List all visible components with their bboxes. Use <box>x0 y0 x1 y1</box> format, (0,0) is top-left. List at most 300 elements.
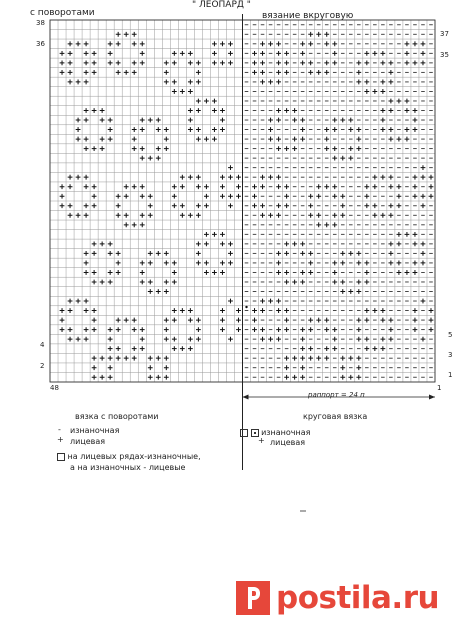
knit-stitch <box>364 346 369 351</box>
row-label-1: 1 <box>448 371 453 379</box>
knit-stitch <box>388 327 393 332</box>
knit-stitch <box>364 308 369 313</box>
knit-stitch <box>276 60 281 65</box>
knit-stitch <box>429 308 434 313</box>
knit-stitch <box>124 194 129 199</box>
knit-stitch <box>332 194 337 199</box>
knit-stitch <box>413 60 418 65</box>
knit-stitch <box>260 60 265 65</box>
knit-stitch <box>68 175 73 180</box>
knit-stitch <box>308 194 313 199</box>
knit-stitch <box>228 337 233 342</box>
knit-stitch <box>60 318 65 323</box>
knit-stitch <box>172 280 177 285</box>
knit-stitch <box>84 51 89 56</box>
knit-stitch <box>92 270 97 275</box>
knit-stitch <box>260 299 265 304</box>
knit-stitch <box>108 251 113 256</box>
knit-stitch <box>364 280 369 285</box>
knit-stitch <box>356 146 361 151</box>
knit-stitch <box>380 127 385 132</box>
knit-stitch <box>108 137 113 142</box>
knit-stitch <box>356 60 361 65</box>
knit-stitch <box>252 194 257 199</box>
knit-stitch <box>124 222 129 227</box>
knit-stitch <box>60 51 65 56</box>
knit-stitch <box>140 261 145 266</box>
knit-stitch <box>268 299 273 304</box>
knit-stitch <box>108 51 113 56</box>
knit-stitch <box>260 41 265 46</box>
knit-stitch <box>180 175 185 180</box>
knit-stitch <box>292 241 297 246</box>
knit-stitch <box>284 270 289 275</box>
knit-stitch <box>172 89 177 94</box>
knit-stitch <box>148 289 153 294</box>
knit-stitch <box>388 184 393 189</box>
knit-stitch <box>212 41 217 46</box>
knit-stitch <box>252 60 257 65</box>
knit-stitch <box>356 80 361 85</box>
knit-stitch <box>188 51 193 56</box>
knit-stitch <box>405 60 410 65</box>
knit-stitch <box>156 356 161 361</box>
knit-stitch <box>372 213 377 218</box>
knit-stitch <box>364 337 369 342</box>
knit-stitch <box>164 60 169 65</box>
knit-stitch <box>405 127 410 132</box>
knit-stitch <box>388 137 393 142</box>
postila-logo <box>236 578 450 618</box>
knit-stitch <box>60 203 65 208</box>
knit-stitch <box>196 60 201 65</box>
knit-stitch <box>84 118 89 123</box>
empty-cell-icon <box>57 453 65 461</box>
knit-stitch <box>124 318 129 323</box>
knit-stitch <box>364 89 369 94</box>
knit-stitch <box>92 194 97 199</box>
knit-stitch <box>108 356 113 361</box>
knit-stitch <box>340 203 345 208</box>
knit-stitch <box>108 365 113 370</box>
knit-stitch <box>356 137 361 142</box>
knit-stitch <box>252 51 257 56</box>
knit-stitch <box>356 251 361 256</box>
knit-stitch <box>276 70 281 75</box>
knit-stitch <box>340 213 345 218</box>
knit-stitch <box>220 261 225 266</box>
knit-stitch <box>140 327 145 332</box>
knit-stitch <box>132 146 137 151</box>
knit-stitch <box>300 375 305 380</box>
knit-stitch <box>413 261 418 266</box>
knit-stitch <box>92 327 97 332</box>
knit-stitch <box>172 51 177 56</box>
knit-stitch <box>180 346 185 351</box>
knit-stitch <box>100 108 105 113</box>
knit-stitch <box>148 356 153 361</box>
knit-stitch <box>397 194 402 199</box>
knit-stitch <box>92 51 97 56</box>
knit-stitch <box>140 146 145 151</box>
knit-stitch <box>364 203 369 208</box>
knit-stitch <box>212 127 217 132</box>
knit-stitch <box>324 127 329 132</box>
knit-stitch <box>421 41 426 46</box>
knit-stitch <box>140 222 145 227</box>
knit-stitch <box>92 241 97 246</box>
knit-stitch <box>132 346 137 351</box>
knit-stitch <box>380 337 385 342</box>
knit-stitch <box>413 308 418 313</box>
knit-stitch <box>324 32 329 37</box>
knit-stitch <box>108 346 113 351</box>
knit-stitch <box>92 318 97 323</box>
knit-stitch <box>284 184 289 189</box>
knit-stitch <box>316 70 321 75</box>
knit-stitch <box>196 175 201 180</box>
knit-stitch <box>172 346 177 351</box>
knit-stitch <box>405 108 410 113</box>
knit-stitch <box>252 70 257 75</box>
knit-stitch <box>140 194 145 199</box>
postila-logo-text: postila.ru <box>276 580 440 616</box>
knit-stitch <box>388 60 393 65</box>
knit-stitch <box>60 70 65 75</box>
knit-stitch <box>260 327 265 332</box>
knit-stitch <box>388 241 393 246</box>
knit-stitch <box>372 89 377 94</box>
knit-stitch <box>84 337 89 342</box>
knit-stitch <box>268 127 273 132</box>
knit-stitch <box>84 108 89 113</box>
knit-stitch <box>108 375 113 380</box>
knit-stitch <box>284 365 289 370</box>
knit-stitch <box>316 32 321 37</box>
knit-stitch <box>148 251 153 256</box>
knit-stitch <box>148 375 153 380</box>
knit-stitch <box>76 213 81 218</box>
knit-stitch <box>172 337 177 342</box>
repeat-arrow-head-right <box>429 395 435 400</box>
row-label-5: 5 <box>448 331 453 339</box>
knit-stitch <box>228 194 233 199</box>
knit-stitch <box>308 251 313 256</box>
empty-cell-icon <box>240 429 248 437</box>
knit-stitch <box>108 280 113 285</box>
knit-stitch <box>68 184 73 189</box>
knit-stitch <box>308 60 313 65</box>
knit-stitch <box>220 194 225 199</box>
knit-stitch <box>276 270 281 275</box>
knit-stitch <box>76 41 81 46</box>
knit-stitch <box>276 337 281 342</box>
knit-stitch <box>324 41 329 46</box>
knit-stitch <box>324 346 329 351</box>
knit-stitch <box>204 137 209 142</box>
knit-stitch <box>421 194 426 199</box>
knit-stitch <box>132 327 137 332</box>
knit-stitch <box>260 80 265 85</box>
knit-stitch <box>332 146 337 151</box>
knit-stitch <box>156 375 161 380</box>
knit-stitch <box>140 184 145 189</box>
knit-stitch <box>413 175 418 180</box>
knit-stitch <box>308 32 313 37</box>
knit-stitch <box>429 194 434 199</box>
knit-stitch <box>268 175 273 180</box>
knit-stitch <box>116 318 121 323</box>
knit-stitch <box>108 41 113 46</box>
row-label-35: 35 <box>440 51 449 59</box>
knit-stitch <box>236 308 241 313</box>
knit-stitch <box>260 51 265 56</box>
knit-stitch <box>76 118 81 123</box>
knit-stitch <box>348 146 353 151</box>
knit-stitch <box>252 203 257 208</box>
knit-stitch <box>92 60 97 65</box>
knit-stitch <box>84 137 89 142</box>
knit-stitch <box>252 308 257 313</box>
knit-stitch <box>84 213 89 218</box>
knit-stitch <box>84 270 89 275</box>
knit-stitch <box>188 127 193 132</box>
knit-stitch <box>268 137 273 142</box>
knit-stitch <box>148 280 153 285</box>
knit-stitch <box>356 261 361 266</box>
row-label-4: 4 <box>40 341 45 349</box>
knit-stitch <box>132 32 137 37</box>
knit-stitch <box>340 156 345 161</box>
knit-stitch <box>164 375 169 380</box>
knit-stitch <box>140 213 145 218</box>
knit-stitch <box>148 365 153 370</box>
knit-stitch <box>292 137 297 142</box>
knit-stitch <box>212 108 217 113</box>
knit-stitch <box>388 175 393 180</box>
knit-stitch <box>92 375 97 380</box>
knit-stitch <box>252 318 257 323</box>
knit-stitch <box>332 280 337 285</box>
knit-stitch <box>405 51 410 56</box>
knit-stitch <box>300 51 305 56</box>
knit-stitch <box>196 318 201 323</box>
knit-stitch <box>397 184 402 189</box>
knit-stitch <box>132 70 137 75</box>
knit-stitch <box>212 51 217 56</box>
knit-stitch <box>84 80 89 85</box>
knit-stitch <box>172 270 177 275</box>
knit-stitch <box>388 203 393 208</box>
knit-stitch <box>164 80 169 85</box>
knit-stitch <box>284 108 289 113</box>
knit-stitch <box>276 203 281 208</box>
knit-stitch <box>172 203 177 208</box>
knit-stitch <box>132 318 137 323</box>
knit-stitch <box>372 203 377 208</box>
knit-stitch <box>116 41 121 46</box>
knit-stitch <box>116 213 121 218</box>
knit-stitch <box>228 299 233 304</box>
knit-stitch <box>268 41 273 46</box>
knit-stitch <box>180 51 185 56</box>
knit-stitch <box>228 41 233 46</box>
knit-stitch <box>380 51 385 56</box>
knit-stitch <box>308 213 313 218</box>
knit-stitch <box>148 118 153 123</box>
knit-stitch <box>108 127 113 132</box>
knit-stitch <box>164 356 169 361</box>
knit-stitch <box>316 318 321 323</box>
knit-stitch <box>148 261 153 266</box>
knit-stitch <box>332 60 337 65</box>
knit-stitch <box>84 70 89 75</box>
knit-stitch <box>276 51 281 56</box>
knit-stitch <box>180 89 185 94</box>
knit-stitch <box>292 375 297 380</box>
knit-stitch <box>132 137 137 142</box>
knit-stitch <box>196 241 201 246</box>
knit-stitch <box>116 60 121 65</box>
knit-stitch <box>124 213 129 218</box>
knit-stitch <box>92 251 97 256</box>
knit-stitch <box>260 175 265 180</box>
knit-stitch <box>116 346 121 351</box>
knit-stitch <box>188 80 193 85</box>
knit-stitch <box>164 146 169 151</box>
knit-stitch <box>332 337 337 342</box>
knit-stitch <box>308 70 313 75</box>
knit-stitch <box>429 184 434 189</box>
knit-stitch <box>92 203 97 208</box>
knit-stitch <box>324 70 329 75</box>
knit-stitch <box>236 175 241 180</box>
knit-stitch <box>124 184 129 189</box>
knit-stitch <box>220 108 225 113</box>
knit-stitch <box>204 203 209 208</box>
knit-stitch <box>260 337 265 342</box>
knit-stitch <box>397 203 402 208</box>
knit-stitch <box>124 70 129 75</box>
knit-stitch <box>236 184 241 189</box>
knit-stitch <box>84 308 89 313</box>
knit-stitch <box>140 118 145 123</box>
knit-stitch <box>316 194 321 199</box>
knit-stitch <box>180 213 185 218</box>
knit-stitch <box>356 318 361 323</box>
knit-stitch <box>204 241 209 246</box>
knit-stitch <box>324 184 329 189</box>
knit-stitch <box>76 337 81 342</box>
knit-stitch <box>220 232 225 237</box>
knit-stitch <box>372 175 377 180</box>
knit-stitch <box>148 203 153 208</box>
knit-stitch <box>92 356 97 361</box>
repeat-arrow-head-left <box>243 395 249 400</box>
knit-stitch <box>68 327 73 332</box>
knit-stitch <box>356 327 361 332</box>
knit-stitch <box>324 60 329 65</box>
knit-stitch <box>388 213 393 218</box>
knit-stitch <box>405 232 410 237</box>
knit-stitch <box>228 261 233 266</box>
knit-stitch <box>364 51 369 56</box>
knit-stitch <box>332 261 337 266</box>
knit-stitch <box>84 261 89 266</box>
knit-stitch <box>276 80 281 85</box>
knit-stitch <box>380 318 385 323</box>
knit-stitch <box>156 156 161 161</box>
knit-stitch <box>188 60 193 65</box>
knit-stitch <box>68 70 73 75</box>
knit-stitch <box>421 51 426 56</box>
knit-stitch <box>196 80 201 85</box>
knit-stitch <box>332 156 337 161</box>
knit-stitch <box>421 299 426 304</box>
knit-stitch <box>276 41 281 46</box>
knit-stitch <box>276 327 281 332</box>
row-label-3: 3 <box>448 351 453 359</box>
knit-stitch <box>76 299 81 304</box>
knit-stitch <box>300 280 305 285</box>
knit-stitch <box>388 108 393 113</box>
knit-stitch <box>76 137 81 142</box>
knit-stitch <box>276 251 281 256</box>
knit-stitch <box>84 299 89 304</box>
knit-stitch <box>188 118 193 123</box>
knit-stitch <box>413 184 418 189</box>
knit-stitch <box>124 32 129 37</box>
knit-stitch <box>429 175 434 180</box>
legend-purl-label: изнаночная <box>70 426 120 435</box>
knit-stitch <box>421 251 426 256</box>
knit-stitch <box>220 184 225 189</box>
knit-stitch <box>276 137 281 142</box>
knit-stitch <box>332 127 337 132</box>
knit-stitch <box>421 165 426 170</box>
knit-stitch <box>421 60 426 65</box>
knit-stitch <box>172 60 177 65</box>
knit-stitch <box>84 203 89 208</box>
knit-stitch <box>220 241 225 246</box>
knit-stitch <box>260 70 265 75</box>
knit-stitch <box>124 356 129 361</box>
knit-stitch <box>68 308 73 313</box>
knit-stitch <box>228 60 233 65</box>
knit-stitch <box>140 280 145 285</box>
knit-stitch <box>348 375 353 380</box>
knit-stitch <box>156 127 161 132</box>
knit-stitch <box>276 175 281 180</box>
knit-stitch <box>252 184 257 189</box>
legend-right-knit-symbol: + <box>258 436 265 445</box>
legend-right-purl-label: изнаночная <box>261 428 311 437</box>
knit-stitch <box>92 365 97 370</box>
knit-stitch <box>140 346 145 351</box>
knit-stitch <box>284 60 289 65</box>
knit-stitch <box>284 241 289 246</box>
knit-stitch <box>164 280 169 285</box>
knit-stitch <box>108 270 113 275</box>
knit-stitch <box>364 194 369 199</box>
knit-stitch <box>348 156 353 161</box>
knit-stitch <box>413 41 418 46</box>
knit-stitch <box>413 318 418 323</box>
knit-stitch <box>292 118 297 123</box>
knit-stitch <box>92 280 97 285</box>
knit-stitch <box>413 194 418 199</box>
legend-right-purl <box>240 428 310 437</box>
